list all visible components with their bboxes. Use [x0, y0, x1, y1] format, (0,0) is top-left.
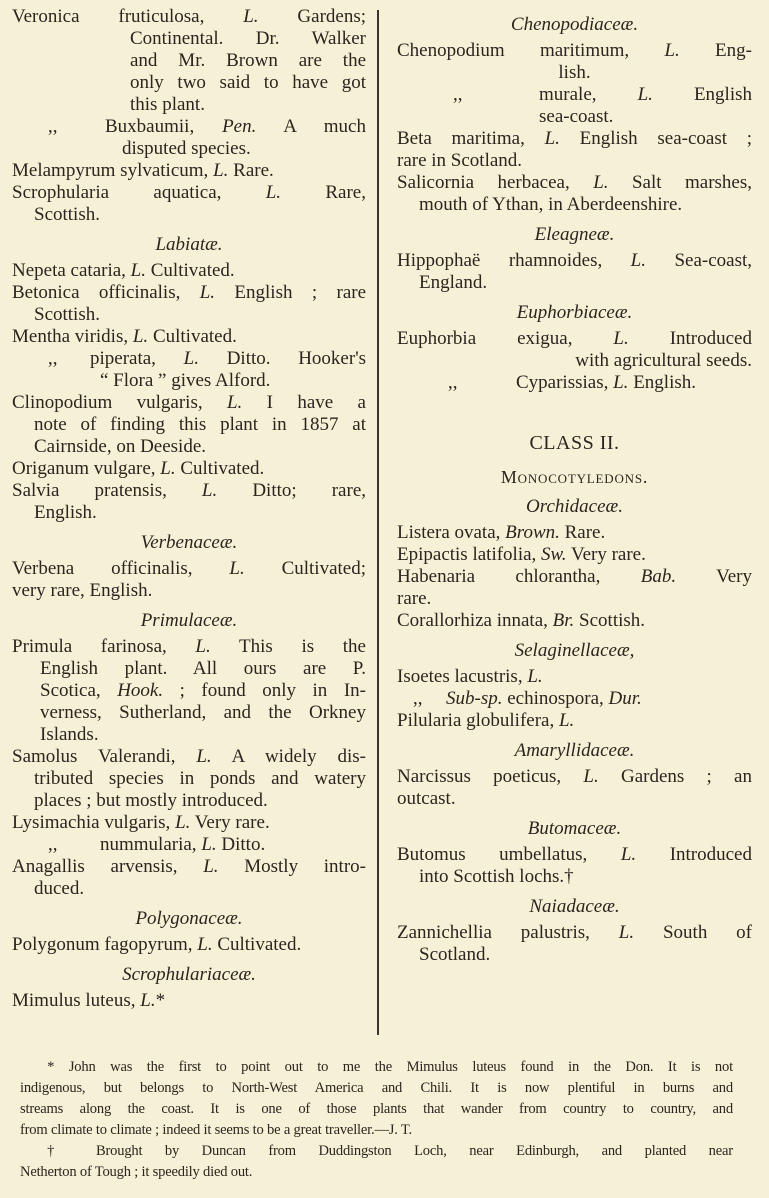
authority-abbrev: L.: [201, 834, 217, 855]
text-segment: nummularia,: [100, 834, 202, 855]
text-segment: tributed species in ponds and watery: [34, 768, 366, 789]
text-line: [12, 746, 366, 768]
text-segment: Very: [676, 566, 752, 587]
text-line: [12, 768, 366, 790]
text-segment: English.: [628, 372, 696, 393]
text-segment: Gardens ; an: [598, 766, 752, 787]
species-entry: [12, 990, 366, 1012]
authority-abbrev: L.: [160, 458, 176, 479]
text-line: [12, 878, 366, 900]
text-line: [12, 636, 366, 658]
class-heading: CLASS II.: [529, 432, 620, 454]
text-line: [12, 990, 366, 1012]
text-segment: English plant. All ours are P.: [40, 658, 366, 679]
authority-abbrev: L.: [175, 812, 191, 833]
text-segment: outcast.: [397, 788, 456, 809]
text-line: [397, 84, 752, 106]
species-entry: [397, 710, 752, 732]
text-line: [397, 522, 752, 544]
species-entry: [397, 844, 752, 888]
footnote-line: † Brought by Duncan from Duddingston Loch, near Edinburgh, and planted near: [47, 1143, 733, 1159]
text-segment: A widely dis-: [211, 746, 366, 767]
text-segment: Butomus umbellatus,: [397, 844, 621, 865]
authority-abbrev: L.: [664, 40, 680, 61]
text-segment: Cultivated.: [148, 326, 237, 347]
text-line: [12, 812, 366, 834]
footnote-line: indigenous, but belongs to North-West America and Chili. It is now plentiful in burns and: [20, 1080, 733, 1096]
text-segment: Ditto; rare,: [217, 480, 366, 501]
text-segment: Ditto.: [216, 834, 266, 855]
text-line: [12, 580, 366, 602]
text-segment: English: [652, 84, 752, 105]
section-heading: Primulaceæ.: [140, 610, 238, 631]
text-line: [397, 866, 752, 888]
text-line: [12, 304, 366, 326]
section-heading: Eleagneæ.: [534, 224, 615, 245]
text-line: [12, 558, 366, 580]
text-segment: Mostly intro-: [218, 856, 366, 877]
text-segment: Cultivated.: [146, 260, 235, 281]
text-line: [12, 204, 366, 226]
footnote: [20, 1057, 733, 1141]
text-segment: rare.: [397, 588, 432, 609]
text-line: [12, 934, 366, 956]
section-heading: Butomaceæ.: [527, 818, 622, 839]
text-line: [12, 480, 366, 502]
authority-abbrev: L.: [265, 182, 282, 203]
text-segment: Narcissus poeticus,: [397, 766, 584, 787]
authority-abbrev: L.: [544, 128, 560, 149]
authority-abbrev: Pen.: [222, 116, 257, 137]
authority-abbrev: L.: [618, 922, 635, 943]
text-segment: Salvia pratensis,: [12, 480, 202, 501]
text-line: [397, 610, 752, 632]
section-heading: Naiadaceæ.: [529, 896, 620, 917]
authority-abbrev: Bab.: [640, 566, 677, 587]
species-entry: [12, 260, 366, 282]
text-line: [397, 566, 752, 588]
authority-abbrev: Brown.: [505, 522, 560, 543]
authority-abbrev: Hook.: [117, 680, 164, 701]
species-entry: [397, 172, 752, 216]
text-line: [12, 458, 366, 480]
text-segment: Rare.: [228, 160, 274, 181]
authority-abbrev: Dur.: [608, 688, 642, 709]
text-line: [397, 844, 752, 866]
text-segment: England.: [419, 272, 488, 293]
species-entry: [12, 934, 366, 956]
authority-abbrev: L.: [132, 326, 149, 347]
authority-abbrev: Sub-sp.: [446, 688, 503, 709]
text-line: [397, 944, 752, 966]
column-divider: [377, 10, 379, 1035]
text-segment: Mimulus luteus,: [12, 990, 141, 1011]
text-segment: Primula farinosa,: [12, 636, 196, 657]
text-segment: piperata,: [90, 348, 184, 369]
text-segment: mouth of Ythan, in Aberdeenshire.: [419, 194, 683, 215]
text-line: [397, 372, 752, 394]
text-line: [397, 150, 752, 172]
text-segment: Polygonum fagopyrum,: [12, 934, 198, 955]
text-segment: Scotica,: [40, 680, 118, 701]
text-line: [397, 688, 752, 710]
section-heading: Scrophulariaceæ.: [122, 964, 256, 985]
species-entry: [397, 328, 752, 372]
text-line: [397, 710, 752, 732]
ditto-mark: ,,: [453, 84, 463, 105]
species-entry: [397, 522, 752, 544]
ditto-entry: [12, 116, 366, 160]
species-entry: [12, 282, 366, 326]
text-segment: disputed species.: [122, 138, 251, 159]
authority-abbrev: Sw.: [541, 544, 567, 565]
text-segment: Beta maritima,: [397, 128, 545, 149]
text-segment: Zannichellia palustris,: [397, 922, 619, 943]
text-segment: This is the: [210, 636, 366, 657]
text-line: [12, 116, 366, 138]
text-line: [12, 94, 366, 116]
text-segment: Introduced: [628, 328, 752, 349]
text-line: [397, 62, 752, 84]
text-line: [12, 502, 366, 524]
authority-abbrev: L.: [195, 636, 211, 657]
authority-abbrev: L.: [183, 348, 199, 369]
ditto-mark: ,,: [448, 372, 458, 393]
species-entry: [12, 326, 366, 348]
text-segment: verness, Sutherland, and the Orkney: [40, 702, 366, 723]
text-segment: Rare.: [559, 522, 606, 543]
ditto-mark: ,,: [48, 116, 58, 137]
authority-abbrev: L.: [203, 856, 219, 877]
subclass-heading: Monocotyledons.: [500, 467, 649, 487]
authority-abbrev: L.: [613, 328, 629, 349]
text-segment: Salicornia herbacea,: [397, 172, 594, 193]
text-segment: “ Flora ” gives Alford.: [100, 370, 271, 391]
text-segment: English.: [34, 502, 97, 523]
section-heading: Labiatæ.: [155, 234, 223, 255]
ditto-entry: [12, 348, 366, 392]
authority-abbrev: L.: [637, 84, 653, 105]
text-segment: English ; rare: [215, 282, 367, 303]
text-segment: murale,: [539, 84, 638, 105]
text-line: [397, 666, 752, 688]
authority-abbrev: L.: [201, 480, 218, 501]
text-segment: Corallorhiza innata,: [397, 610, 553, 631]
text-segment: and Mr. Brown are the: [130, 50, 366, 71]
text-segment: Samolus Valerandi,: [12, 746, 197, 767]
text-segment: this plant.: [130, 94, 205, 115]
authority-abbrev: L.: [527, 666, 543, 687]
authority-abbrev: L.: [140, 990, 156, 1011]
text-line: [12, 6, 366, 28]
authority-abbrev: L.: [583, 766, 599, 787]
authority-abbrev: L.: [197, 934, 213, 955]
ditto-mark: ,,: [413, 688, 423, 709]
text-line: [12, 182, 366, 204]
text-segment: sea-coast.: [539, 106, 614, 127]
text-segment: Salt marshes,: [608, 172, 752, 193]
text-segment: Very rare.: [566, 544, 646, 565]
text-segment: Continental. Dr. Walker: [130, 28, 366, 49]
text-segment: Euphorbia exigua,: [397, 328, 614, 349]
text-line: [12, 702, 366, 724]
authority-abbrev: L.: [213, 160, 229, 181]
authority-abbrev: L.: [630, 250, 646, 271]
species-entry: [12, 160, 366, 182]
text-line: [12, 392, 366, 414]
ditto-entry: [397, 372, 752, 394]
authority-abbrev: L.: [620, 844, 637, 865]
footnote-line: streams along the coast. It is one of those plants that wander from country to country, and: [20, 1101, 733, 1117]
authority-abbrev: L.: [558, 710, 575, 731]
text-segment: Gardens;: [258, 6, 366, 27]
text-line: [12, 138, 366, 160]
text-line: [12, 856, 366, 878]
footnote-line: * John was the first to point out to me the Mimulus luteus found in the Don. It is not: [47, 1059, 733, 1075]
text-segment: Introduced: [636, 844, 752, 865]
text-segment: *: [155, 990, 166, 1011]
text-line: [12, 790, 366, 812]
species-entry: [397, 666, 752, 688]
text-segment: places ; but mostly introduced.: [34, 790, 268, 811]
species-entry: [12, 746, 366, 812]
section-heading: Chenopodiaceæ.: [510, 14, 639, 35]
text-segment: Scottish.: [34, 304, 100, 325]
text-segment: note of finding this plant in 1857 at: [34, 414, 366, 435]
text-segment: Hippophaë rhamnoides,: [397, 250, 631, 271]
text-line: [397, 106, 752, 128]
ditto-mark: ,,: [48, 834, 58, 855]
text-line: [12, 160, 366, 182]
text-segment: Verbena officinalis,: [12, 558, 230, 579]
species-entry: [12, 392, 366, 458]
text-segment: Cyparissias,: [516, 372, 614, 393]
species-entry: [12, 856, 366, 900]
text-line: [12, 282, 366, 304]
text-line: [397, 588, 752, 610]
text-segment: Scrophularia aquatica,: [12, 182, 266, 203]
text-segment: very rare, English.: [12, 580, 153, 601]
text-line: [12, 72, 366, 94]
text-segment: duced.: [34, 878, 85, 899]
text-line: [12, 348, 366, 370]
species-entry: [397, 766, 752, 810]
species-entry: [397, 40, 752, 84]
text-segment: Scottish.: [34, 204, 100, 225]
text-segment: English sea-coast ;: [559, 128, 752, 149]
text-segment: Mentha viridis,: [12, 326, 133, 347]
text-line: [397, 788, 752, 810]
ditto-entry: [397, 688, 752, 710]
species-entry: [12, 812, 366, 834]
species-entry: [12, 636, 366, 746]
authority-abbrev: L.: [199, 282, 216, 303]
text-segment: Cultivated.: [212, 934, 302, 955]
text-line: [397, 272, 752, 294]
text-segment: Veronica fruticulosa,: [12, 6, 244, 27]
ditto-entry: [397, 84, 752, 128]
text-segment: Epipactis latifolia,: [397, 544, 542, 565]
species-entry: [12, 458, 366, 480]
text-segment: Rare,: [281, 182, 366, 203]
authority-abbrev: L.: [613, 372, 629, 393]
text-line: [397, 194, 752, 216]
species-entry: [397, 610, 752, 632]
authority-abbrev: L.: [196, 746, 212, 767]
text-segment: Chenopodium maritimum,: [397, 40, 665, 61]
text-segment: Anagallis arvensis,: [12, 856, 204, 877]
authority-abbrev: L.: [229, 558, 245, 579]
text-segment: Sea-coast,: [646, 250, 752, 271]
text-line: [12, 326, 366, 348]
text-segment: Ditto. Hooker's: [198, 348, 367, 369]
authority-abbrev: L.: [243, 6, 259, 27]
footnote: [20, 1141, 733, 1183]
text-line: [12, 680, 366, 702]
footnotes: [20, 1057, 733, 1183]
species-entry: [397, 250, 752, 294]
text-line: [12, 370, 366, 392]
text-line: [12, 724, 366, 746]
text-segment: Cultivated.: [175, 458, 265, 479]
section-heading: Verbenaceæ.: [140, 532, 238, 553]
species-entry: [12, 558, 366, 602]
text-segment: Eng-: [679, 40, 752, 61]
text-segment: Buxbaumii,: [105, 116, 223, 137]
text-line: [12, 658, 366, 680]
text-line: [12, 834, 366, 856]
left-column: [12, 6, 366, 1012]
text-segment: Isoetes lacustris,: [397, 666, 528, 687]
text-segment: Very rare.: [190, 812, 270, 833]
text-line: [397, 766, 752, 788]
text-line: [12, 436, 366, 458]
species-entry: [397, 544, 752, 566]
text-segment: Scottish.: [574, 610, 646, 631]
text-segment: Scotland.: [419, 944, 491, 965]
footnote-line: from climate to climate ; indeed it seems to be a great traveller.—J. T.: [20, 1122, 412, 1138]
section-heading: Orchidaceæ.: [526, 496, 623, 517]
text-segment: Listera ovata,: [397, 522, 506, 543]
species-entry: [12, 182, 366, 226]
text-line: [397, 922, 752, 944]
authority-abbrev: L.: [226, 392, 243, 413]
species-entry: [12, 480, 366, 524]
text-segment: Nepeta cataria,: [12, 260, 131, 281]
section-heading: Amaryllidaceæ.: [514, 740, 635, 761]
ditto-entry: [12, 834, 366, 856]
text-segment: Cairnside, on Deeside.: [34, 436, 207, 457]
authority-abbrev: Br.: [552, 610, 575, 631]
text-segment: echinospora,: [502, 688, 609, 709]
text-segment: Melampyrum sylvaticum,: [12, 160, 214, 181]
text-segment: Lysimachia vulgaris,: [12, 812, 176, 833]
text-segment: Pilularia globulifera,: [397, 710, 559, 731]
text-line: [397, 350, 752, 372]
footnote-line: Netherton of Tough ; it speedily died out.: [20, 1164, 253, 1180]
species-entry: [397, 128, 752, 172]
text-line: [12, 28, 366, 50]
text-segment: South of: [634, 922, 752, 943]
section-heading: Polygonaceæ.: [135, 908, 243, 929]
ditto-mark: ,,: [48, 348, 58, 369]
species-entry: [397, 922, 752, 966]
text-line: [397, 172, 752, 194]
text-segment: lish.: [558, 62, 591, 83]
text-line: [12, 414, 366, 436]
text-segment: Betonica officinalis,: [12, 282, 200, 303]
authority-abbrev: L.: [130, 260, 146, 281]
section-heading: Euphorbiaceæ.: [516, 302, 633, 323]
text-segment: into Scottish lochs.†: [419, 866, 574, 887]
text-line: [397, 328, 752, 350]
text-segment: I have a: [242, 392, 366, 413]
text-segment: Cultivated;: [244, 558, 367, 579]
text-segment: ; found only in In-: [163, 680, 366, 701]
species-entry: [397, 566, 752, 610]
text-line: [397, 544, 752, 566]
text-segment: Origanum vulgare,: [12, 458, 161, 479]
text-segment: Habenaria chlorantha,: [397, 566, 641, 587]
text-line: [12, 260, 366, 282]
text-segment: Islands.: [40, 724, 99, 745]
text-line: [397, 128, 752, 150]
text-segment: A much: [256, 116, 366, 137]
section-heading: Selaginellaceæ,: [514, 640, 635, 661]
right-column: [397, 6, 752, 966]
text-segment: Clinopodium vulgaris,: [12, 392, 227, 413]
species-entry: [12, 6, 366, 116]
text-segment: only two said to have got: [130, 72, 366, 93]
text-line: [397, 40, 752, 62]
text-segment: with agricultural seeds.: [575, 350, 752, 371]
text-line: [397, 250, 752, 272]
authority-abbrev: L.: [593, 172, 609, 193]
text-line: [12, 50, 366, 72]
text-segment: rare in Scotland.: [397, 150, 523, 171]
